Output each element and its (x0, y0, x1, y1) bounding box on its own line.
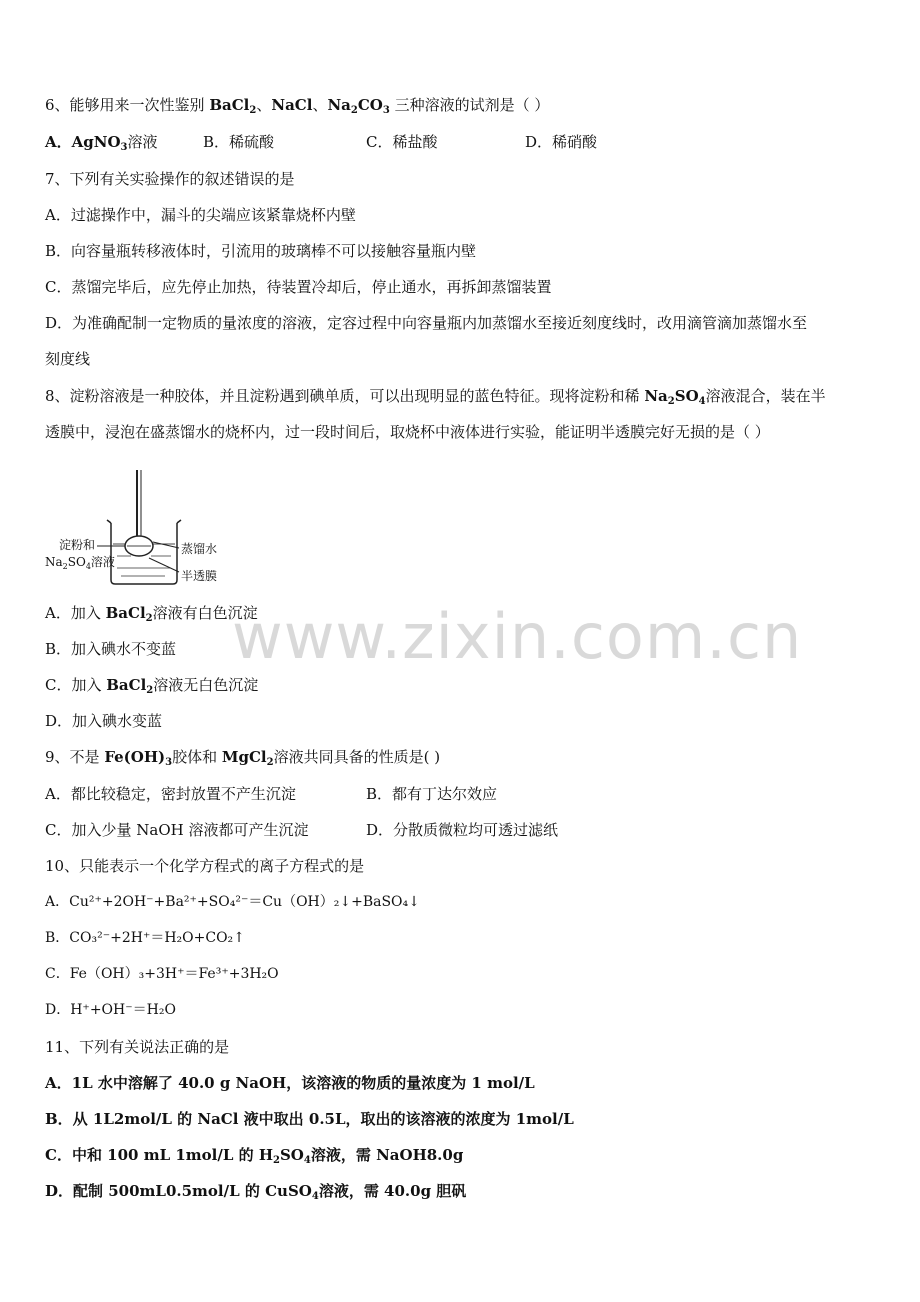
beaker-diagram (45, 468, 235, 590)
question-6-option-d: D．稀硝酸 (525, 133, 598, 151)
question-7-option-a: A．过滤操作中，漏斗的尖端应该紧靠烧杯内壁 (45, 206, 356, 224)
label-na2so4: $Na_2SO_4$溶液 (45, 555, 115, 571)
question-8-stem-line2: 透膜中，浸泡在盛蒸馏水的烧杯内，过一段时间后，取烧杯中液体进行实验，能证明半透膜完好无损的是（ ） (45, 423, 770, 441)
question-9-option-c: C．加入少量 NaOH 溶液都可产生沉淀 (45, 821, 309, 839)
question-8-option-a: A．加入 BaCl$_2$溶液有白色沉淀 (45, 604, 258, 624)
question-9-option-d: D．分散质微粒均可透过滤纸 (366, 821, 559, 839)
question-8-option-c: C．加入 BaCl$_2$溶液无白色沉淀 (45, 676, 259, 696)
label-distilled-water: 蒸馏水 (181, 542, 218, 556)
question-10-stem: 10、只能表示一个化学方程式的离子方程式的是 (45, 857, 365, 875)
label-semipermeable-membrane: 半透膜 (181, 569, 218, 583)
watermark: www.zixin.com.cn (232, 600, 803, 673)
question-7-option-d-cont: 刻度线 (45, 350, 91, 368)
question-8-option-b: B．加入碘水不变蓝 (45, 640, 177, 658)
question-9-option-b: B．都有丁达尔效应 (366, 785, 498, 803)
question-10-option-c: C．Fe（OH）₃+3H⁺＝Fe³⁺+3H₂O (45, 966, 279, 982)
question-10-option-a: A．Cu²⁺+2OH⁻+Ba²⁺+SO₄²⁻＝Cu（OH）₂↓+BaSO₄↓ (45, 894, 420, 910)
question-7-option-b: B．向容量瓶转移液体时，引流用的玻璃棒不可以接触容量瓶内壁 (45, 242, 477, 260)
question-9-option-a: A．都比较稳定，密封放置不产生沉淀 (45, 785, 296, 803)
question-11-option-c: C．中和 100 mL 1mol/L 的 $H_2SO_4$溶液，需 NaOH8.0g (45, 1146, 464, 1166)
question-7-stem: 7、下列有关实验操作的叙述错误的是 (45, 170, 295, 188)
question-6-option-b: B．稀硫酸 (203, 133, 275, 151)
question-11-option-d: D．配制 500mL0.5mol/L 的 CuSO$_4$溶液，需 40.0g 胆矾 (45, 1182, 467, 1202)
question-7-option-c: C．蒸馏完毕后，应先停止加热，待装置冷却后，停止通水，再拆卸蒸馏装置 (45, 278, 552, 296)
question-11-option-b: B．从 1L2mol/L 的 NaCl 液中取出 0.5L，取出的该溶液的浓度为 1mol/L (45, 1110, 574, 1128)
question-6-option-c: C．稀盐酸 (366, 133, 438, 151)
question-6-stem: 6、能够用来一次性鉴别 BaCl$_2$、NaCl、$Na_2CO_3$ 三种溶液的试剂是（ ） (45, 96, 550, 116)
question-6-option-a: A．AgNO$_3$溶液 (45, 133, 158, 153)
question-11-option-a: A．1L 水中溶解了 40.0 g NaOH，该溶液的物质的量浓度为 1 mol/L (45, 1074, 535, 1092)
question-10-option-d: D．H⁺+OH⁻＝H₂O (45, 1002, 176, 1018)
label-starch: 淀粉和 (59, 538, 96, 552)
question-11-stem: 11、下列有关说法正确的是 (45, 1038, 230, 1056)
question-8-stem-line1: 8、淀粉溶液是一种胶体，并且淀粉遇到碘单质，可以出现明显的蓝色特征。现将淀粉和稀 $Na_2SO_4$溶液混合，装在半 (45, 387, 826, 407)
question-10-option-b: B．CO₃²⁻+2H⁺＝H₂O+CO₂↑ (45, 930, 245, 946)
question-8-option-d: D．加入碘水变蓝 (45, 712, 163, 730)
question-9-stem: 9、不是 $Fe(OH)_3$胶体和 MgCl$_2$溶液共同具备的性质是( ) (45, 748, 441, 768)
question-7-option-d: D．为准确配制一定物质的量浓度的溶液，定容过程中向容量瓶内加蒸馏水至接近刻度线时，改用滴管滴加蒸馏水至 (45, 314, 808, 332)
